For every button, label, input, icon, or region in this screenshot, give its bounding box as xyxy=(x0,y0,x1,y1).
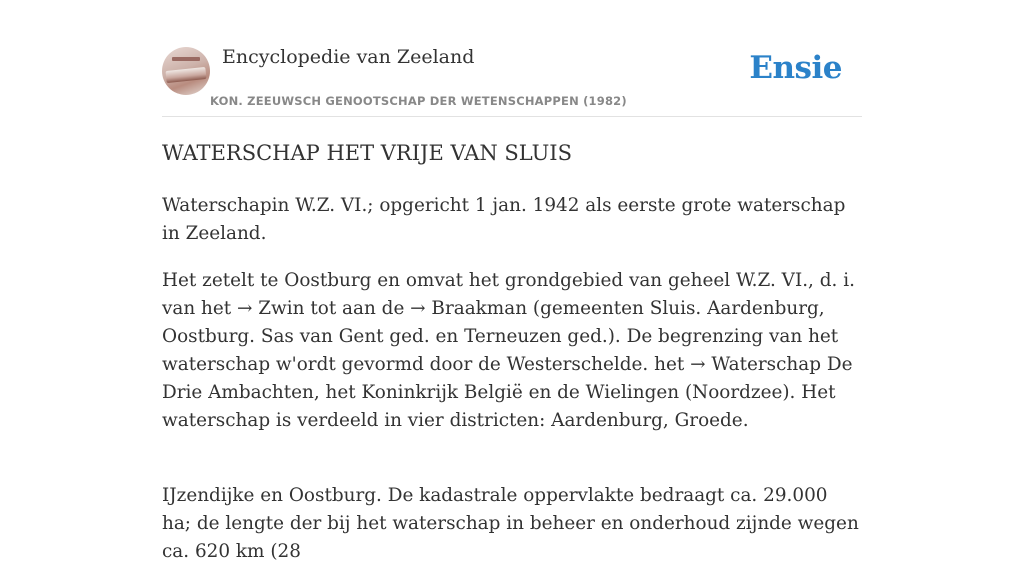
article-body xyxy=(162,192,862,585)
paragraph-2: Het zetelt te Oostburg en omvat het grondgebied van geheel W.Z. VI., d. i. van het → Zwin tot aan de → Braakman (gemeenten Sluis. Aardenburg, Oostburg. Sas van Gent ged. en Terneuzen ged.). De begrenzing van het waterschap w'ordt gevormd door de Westerschelde. het → Waterschap De Drie Ambachten, het Koninkrijk België en de Wielingen (Noordzee). Het waterschap is verdeeld in vier districten: Aardenburg, Groede. xyxy=(162,270,855,431)
article-title: WATERSCHAP HET VRIJE VAN SLUIS xyxy=(162,141,572,165)
paragraph-1: Waterschapin W.Z. VI.; opgericht 1 jan. 1942 als eerste grote waterschap in Zeeland. xyxy=(162,195,846,244)
source-avatar[interactable] xyxy=(162,47,210,95)
page-container xyxy=(162,0,862,562)
page-header xyxy=(162,0,862,117)
book-spine-icon xyxy=(172,57,200,61)
paragraph-3: IJzendijke en Oostburg. De kadastrale oppervlakte bedraagt ca. 29.000 ha; de lengte der bij het waterschap in beheer en onderhoud zijnde wegen ca. 620 km (28 xyxy=(162,485,859,562)
book-icon xyxy=(165,67,206,83)
source-subtitle: KON. ZEEUWSCH GENOOTSCHAP DER WETENSCHAPPEN (1982) xyxy=(210,94,627,108)
ensie-logo-link[interactable]: Ensie xyxy=(749,50,842,86)
source-title[interactable]: Encyclopedie van Zeeland xyxy=(222,46,475,68)
